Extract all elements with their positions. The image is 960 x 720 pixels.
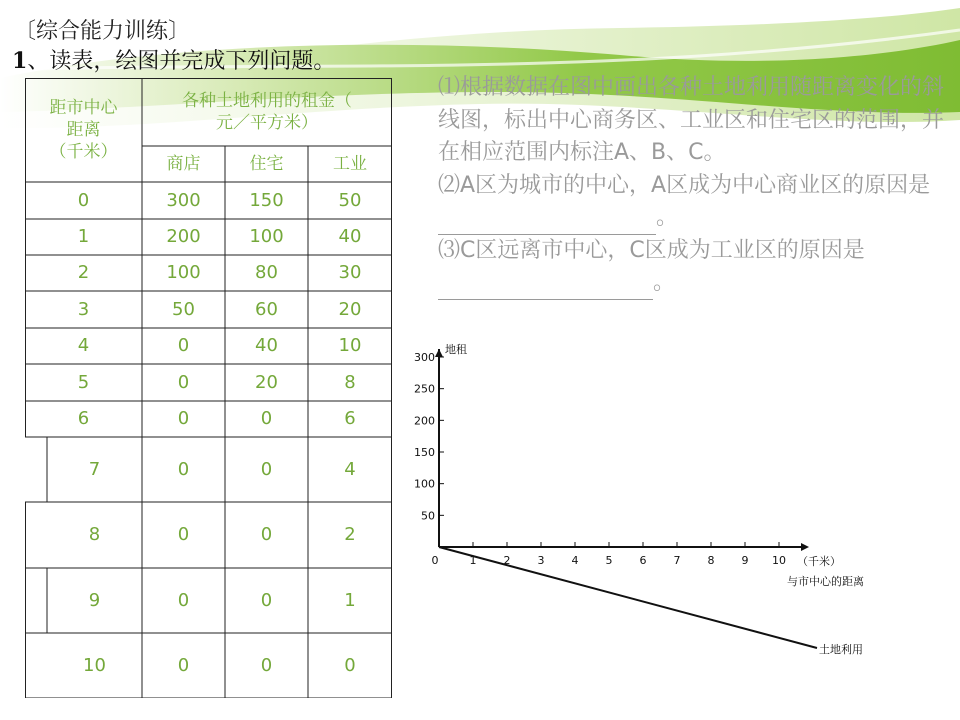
residential-cell: 0 [260,458,273,480]
x-tick-label: 3 [537,554,545,567]
residential-cell: 60 [255,298,278,320]
y-axis-label: 地租 [445,343,467,356]
industry-cell: 50 [338,189,362,211]
shop-cell: 50 [172,298,195,320]
industry-cell: 1 [344,589,356,611]
x-tick-label: 4 [571,554,579,567]
residential-cell: 0 [260,524,273,546]
residential-cell: 100 [249,226,284,248]
distance-cell: 7 [88,458,101,480]
header-rent [142,78,392,146]
x-tick-label: 0 [431,554,439,567]
shop-cell: 0 [177,524,190,546]
y-tick-label: 150 [414,446,435,459]
question-text: 、读表，绘图并完成下列问题。 [27,49,336,74]
shop-cell: 0 [177,589,190,611]
instruction-q3 [438,235,948,300]
distance-cell: 5 [77,371,90,393]
industry-cell: 30 [338,262,362,284]
y-axis-arrow [435,349,443,357]
x-tick-label: 1 [469,554,477,567]
distance-cell: 4 [77,335,90,357]
shop-cell: 0 [177,654,190,676]
question-title [12,44,335,75]
x-tick-label: 9 [741,554,749,567]
distance-cell: 0 [77,189,90,211]
residential-cell: 40 [255,335,278,357]
x-tick-label: 6 [639,554,647,567]
shop-cell: 300 [166,189,201,211]
y-tick-label: 100 [414,477,435,491]
shop-cell: 0 [177,335,190,357]
x-tick-label: 10 [772,554,786,567]
header-distance-line-1: 距市中心 [49,97,118,118]
shop-cell: 100 [166,262,201,284]
header-distance-line-3: （千米） [49,142,118,163]
q2-text: ⑵A区为城市的中心，A区成为中心商业区的原因是 [438,172,931,198]
distance-cell: 6 [77,408,90,430]
question-number: 1 [12,48,28,74]
industry-cell: 20 [338,298,362,320]
x-tick-label: 2 [503,554,511,567]
distance-cell: 8 [88,524,101,546]
q3-end: 。 [653,270,676,295]
industry-cell: 40 [338,226,362,248]
q3-text: ⑶C区远离市中心，C区成为工业区的原因是 [438,237,865,263]
subheader-industry: 工业 [333,153,367,174]
instructions [438,72,948,300]
header-rent-line-1: 各种土地利用的租金（ [182,90,352,111]
y-tick-label: 250 [414,382,435,396]
x-axis-label: 与市中心的距离 [787,575,864,588]
q3-answer-blank[interactable] [438,275,653,300]
instruction-q1: ⑴根据数据在图中画出各种土地利用随距离变化的斜线图，标出中心商务区、工业区和住宅区的范围，并在相应范围内标注A、B、C。 [438,75,945,165]
industry-cell: 8 [344,371,356,393]
header-rent-line-2: 元／平方米） [216,113,318,133]
industry-cell: 2 [344,524,356,546]
residential-cell: 0 [260,589,273,611]
industry-cell: 10 [338,335,362,357]
residential-cell: 150 [249,189,284,211]
distance-cell: 10 [83,654,106,676]
residential-cell: 20 [255,371,278,393]
land-use-line [439,547,817,648]
header-distance-line-2: 距离 [66,119,101,140]
instruction-q2 [438,170,948,235]
subheader-shop: 商店 [166,153,201,174]
industry-cell: 4 [344,458,356,480]
x-tick-label: 8 [707,554,715,567]
residential-cell: 0 [260,408,273,430]
subheader-residential: 住宅 [249,153,284,174]
shop-cell: 0 [177,408,190,430]
land-use-label: 土地利用 [819,643,863,656]
section-title: 〔综合能力训练〕 [14,19,191,44]
residential-cell: 0 [260,654,273,676]
q2-end: 。 [656,205,679,230]
y-tick-label: 300 [414,351,435,364]
shop-cell: 0 [177,371,190,393]
residential-cell: 80 [255,262,278,284]
x-tick-label: 7 [673,554,681,567]
land-rent-table [25,78,392,698]
shop-cell: 0 [177,458,190,480]
x-tick-label: 5 [605,554,613,567]
distance-cell: 9 [88,589,101,611]
x-axis-arrow [801,543,809,551]
industry-cell: 0 [344,654,356,676]
rent-graph [405,335,905,660]
y-tick-label: 50 [421,509,435,523]
y-tick-label: 200 [414,414,435,428]
distance-cell: 3 [77,298,90,320]
header-distance [25,78,142,182]
distance-cell: 2 [77,262,90,284]
x-unit-label: （千米） [797,555,841,568]
shop-cell: 200 [166,226,201,248]
distance-cell: 1 [77,226,90,248]
industry-cell: 6 [344,408,356,430]
q2-answer-blank[interactable] [438,210,656,235]
